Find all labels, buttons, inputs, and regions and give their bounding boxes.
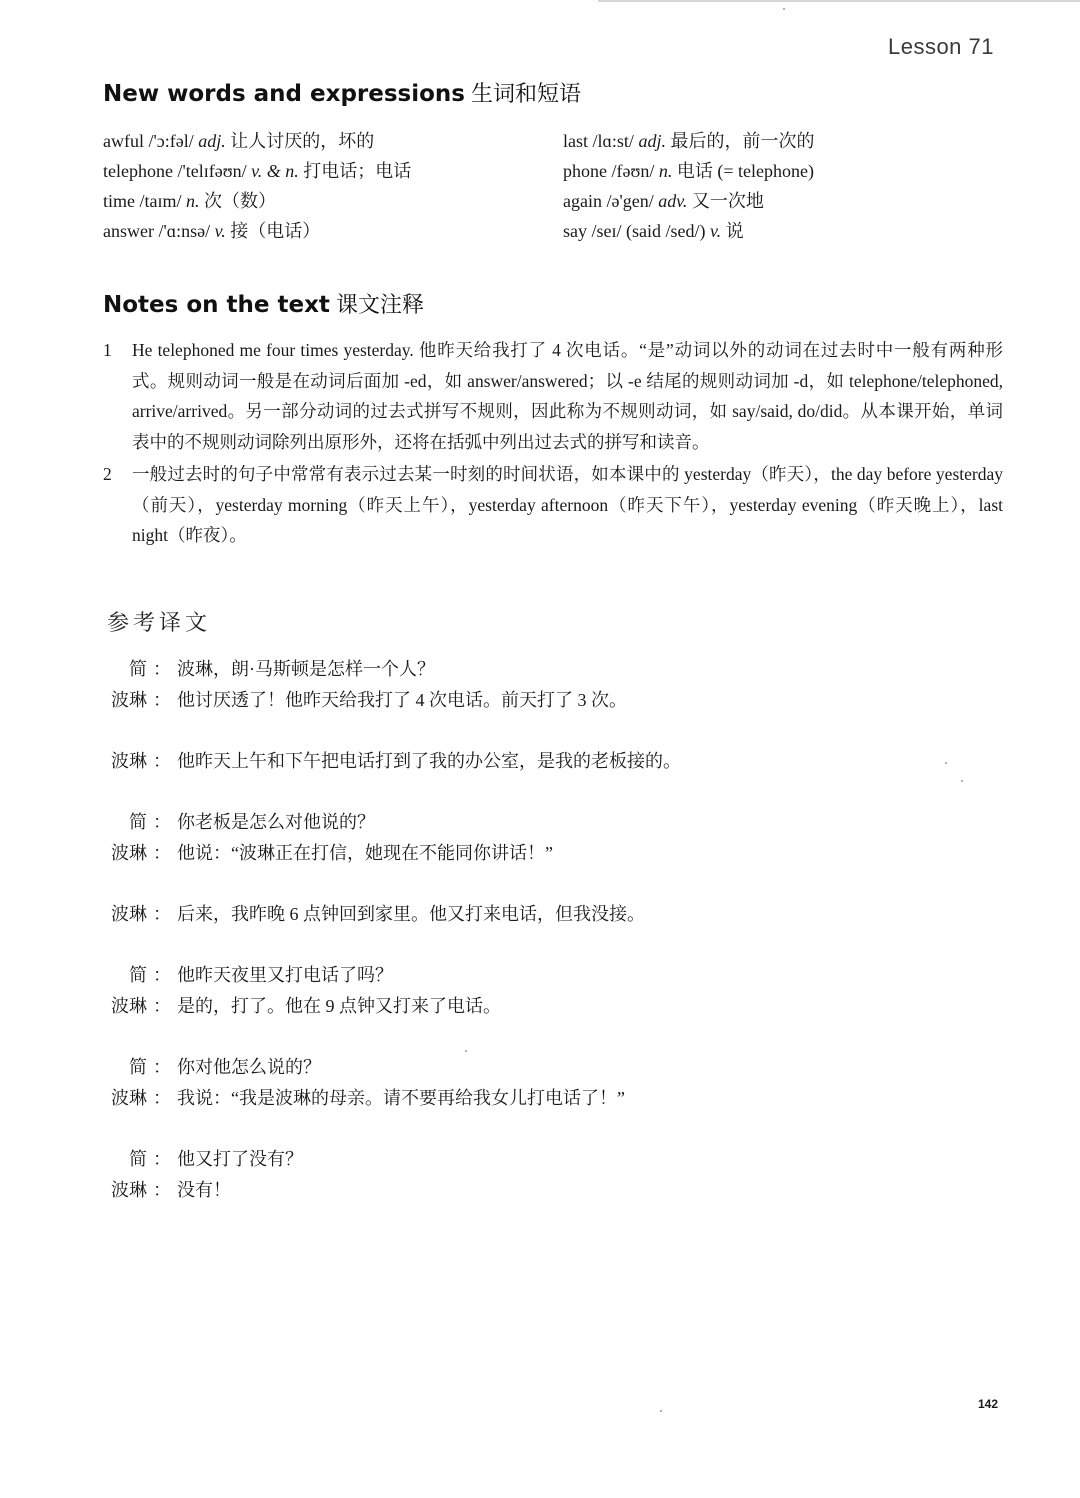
dialogue-gap bbox=[103, 1022, 681, 1052]
vocab-meaning: 让人讨厌的，坏的 bbox=[230, 131, 375, 151]
note-item bbox=[103, 335, 1003, 457]
dialogue-text: 我说：“我是波琳的母亲。请不要再给我女儿打电话了！” bbox=[177, 1088, 625, 1108]
vocab-word: telephone bbox=[103, 161, 173, 181]
translation-dialogue bbox=[103, 654, 681, 1206]
vocab-phonetic: /'ɔ:fəl/ bbox=[148, 131, 194, 151]
vocab-pos: v. & n. bbox=[251, 161, 299, 181]
vocab-pos: v. bbox=[214, 221, 226, 241]
notes-list bbox=[103, 335, 1003, 553]
dialogue-gap bbox=[103, 930, 681, 960]
vocab-phonetic: /'telɪfəʊn/ bbox=[177, 161, 247, 181]
speaker-colon: ： bbox=[153, 1057, 171, 1077]
dialogue-line bbox=[103, 1144, 681, 1175]
speaker-name: 波琳 bbox=[111, 690, 147, 710]
dialogue-line bbox=[103, 807, 681, 838]
vocab-word: answer bbox=[103, 221, 154, 241]
note-number: 2 bbox=[103, 464, 112, 484]
dialogue-text: 他说：“波琳正在打信，她现在不能同你讲话！” bbox=[177, 843, 553, 863]
vocab-item bbox=[563, 186, 814, 216]
note-number: 1 bbox=[103, 340, 112, 360]
notes-heading-zh: 课文注释 bbox=[335, 293, 424, 318]
speaker-name: 简 bbox=[129, 812, 147, 832]
scan-speck bbox=[961, 780, 963, 782]
dialogue-line bbox=[103, 991, 681, 1022]
speaker-colon: ： bbox=[153, 904, 171, 924]
speaker-colon: ： bbox=[153, 1149, 171, 1169]
notes-heading-en: Notes on the text bbox=[103, 292, 330, 318]
vocab-meaning: 说 bbox=[725, 221, 744, 241]
vocab-pos: v. bbox=[709, 221, 722, 241]
vocab-list-right bbox=[563, 126, 814, 246]
speaker-name: 简 bbox=[129, 659, 147, 679]
dialogue-text: 是的，打了。他在 9 点钟又打来了电话。 bbox=[177, 996, 501, 1016]
speaker-colon: ： bbox=[153, 843, 171, 863]
vocab-word: say bbox=[563, 221, 587, 241]
vocab-pos: adj. bbox=[638, 131, 666, 151]
vocab-phonetic: /ə'gen/ bbox=[606, 191, 654, 211]
vocab-meaning: 打电话；电话 bbox=[303, 161, 412, 181]
vocab-meaning: 又一次地 bbox=[691, 191, 764, 211]
vocab-word: awful bbox=[103, 131, 144, 151]
vocab-word: again bbox=[563, 191, 602, 211]
top-rule bbox=[598, 0, 1080, 2]
speaker-colon: ： bbox=[153, 751, 171, 771]
speaker-name: 波琳 bbox=[111, 996, 147, 1016]
speaker-colon: ： bbox=[153, 812, 171, 832]
speaker-colon: ： bbox=[153, 996, 171, 1016]
speaker-colon: ： bbox=[153, 690, 171, 710]
speaker-colon: ： bbox=[153, 965, 171, 985]
dialogue-gap bbox=[103, 777, 681, 807]
speaker-colon: ： bbox=[153, 1180, 171, 1200]
vocab-phonetic: /'ɑ:nsə/ bbox=[158, 221, 211, 241]
dialogue-line bbox=[103, 960, 681, 991]
vocab-meaning: 电话 (= telephone) bbox=[676, 161, 814, 181]
vocab-phonetic: /fəʊn/ bbox=[611, 161, 655, 181]
dialogue-text: 他昨天上午和下午把电话打到了我的办公室，是我的老板接的。 bbox=[177, 751, 681, 771]
scan-speck bbox=[783, 8, 785, 10]
lesson-label: Lesson 71 bbox=[887, 34, 994, 59]
vocab-pos: adj. bbox=[198, 131, 226, 151]
scan-speck bbox=[660, 1410, 662, 1412]
dialogue-line bbox=[103, 746, 681, 777]
scan-speck bbox=[465, 1050, 467, 1052]
speaker-name: 波琳 bbox=[111, 843, 147, 863]
speaker-name: 波琳 bbox=[111, 1180, 147, 1200]
vocab-list-left bbox=[103, 126, 411, 246]
dialogue-text: 你老板是怎么对他说的？ bbox=[177, 812, 375, 832]
dialogue-gap bbox=[103, 716, 681, 746]
note-text: He telephoned me four times yesterday. 他昨天给我打了 4 次电话。“是”动词以外的动词在过去时中一般有两种形式。规则动词一般是在动词后面加 -ed，如 answer/answered；以 -e 结尾的规则动词加 -d，如 telephone/telephoned, arrive/arrived。另一部分动词的过去式拼写不规则，因此称为不规则动词，如 say/said, do/did。从本课开始，单词表中的不规则动词除列出原形外，还将在括弧中列出过去式的拼写和读音。 bbox=[132, 340, 1003, 452]
vocab-item bbox=[563, 126, 814, 156]
notes-heading bbox=[103, 288, 424, 319]
dialogue-line bbox=[103, 838, 681, 869]
dialogue-text: 波琳，朗·马斯顿是怎样一个人？ bbox=[177, 659, 435, 679]
vocab-item bbox=[103, 156, 411, 186]
vocab-item bbox=[103, 216, 411, 246]
translation-title: 参考译文 bbox=[107, 610, 212, 635]
speaker-name: 波琳 bbox=[111, 904, 147, 924]
vocab-pos: adv. bbox=[658, 191, 688, 211]
dialogue-text: 他又打了没有？ bbox=[177, 1149, 303, 1169]
dialogue-line bbox=[103, 1052, 681, 1083]
new-words-heading-zh: 生词和短语 bbox=[471, 82, 582, 107]
dialogue-text: 他讨厌透了！他昨天给我打了 4 次电话。前天打了 3 次。 bbox=[177, 690, 627, 710]
page-number: 142 bbox=[978, 1397, 999, 1411]
scan-speck bbox=[945, 762, 947, 764]
speaker-name: 简 bbox=[129, 1057, 147, 1077]
dialogue-line bbox=[103, 685, 681, 716]
vocab-meaning: 次（数） bbox=[204, 191, 276, 211]
dialogue-line bbox=[103, 899, 681, 930]
new-words-heading bbox=[103, 77, 581, 108]
speaker-colon: ： bbox=[153, 659, 171, 679]
dialogue-text: 他昨天夜里又打电话了吗？ bbox=[177, 965, 393, 985]
vocab-item bbox=[563, 216, 814, 246]
vocab-pos: n. bbox=[658, 161, 673, 181]
vocab-phonetic: /taɪm/ bbox=[139, 191, 182, 211]
vocab-phonetic: /seɪ/ (said /sed/) bbox=[591, 221, 706, 241]
dialogue-line bbox=[103, 1083, 681, 1114]
vocab-word: time bbox=[103, 191, 135, 211]
note-item bbox=[103, 459, 1003, 551]
speaker-name: 波琳 bbox=[111, 751, 147, 771]
vocab-meaning: 最后的，前一次的 bbox=[670, 131, 815, 151]
vocab-item bbox=[103, 186, 411, 216]
dialogue-gap bbox=[103, 1114, 681, 1144]
speaker-name: 简 bbox=[129, 965, 147, 985]
speaker-name: 简 bbox=[129, 1149, 147, 1169]
vocab-word: phone bbox=[563, 161, 607, 181]
dialogue-text: 没有！ bbox=[177, 1180, 231, 1200]
speaker-name: 波琳 bbox=[111, 1088, 147, 1108]
speaker-colon: ： bbox=[153, 1088, 171, 1108]
dialogue-gap bbox=[103, 869, 681, 899]
vocab-meaning: 接（电话） bbox=[230, 221, 321, 241]
dialogue-line bbox=[103, 654, 681, 685]
vocab-pos: n. bbox=[186, 191, 200, 211]
dialogue-line bbox=[103, 1175, 681, 1206]
vocab-item bbox=[563, 156, 814, 186]
vocab-item bbox=[103, 126, 411, 156]
dialogue-text: 你对他怎么说的？ bbox=[177, 1057, 321, 1077]
note-text: 一般过去时的句子中常常有表示过去某一时刻的时间状语，如本课中的 yesterday（昨天），the day before yesterday（前天），yesterday morning（昨天上午），yesterday afternoon（昨天下午），yesterday evening（昨天晚上），last night（昨夜）。 bbox=[132, 464, 1003, 545]
new-words-heading-en: New words and expressions bbox=[103, 81, 465, 107]
vocab-phonetic: /lɑ:st/ bbox=[592, 131, 634, 151]
dialogue-text: 后来，我昨晚 6 点钟回到家里。他又打来电话，但我没接。 bbox=[177, 904, 645, 924]
vocab-word: last bbox=[563, 131, 588, 151]
